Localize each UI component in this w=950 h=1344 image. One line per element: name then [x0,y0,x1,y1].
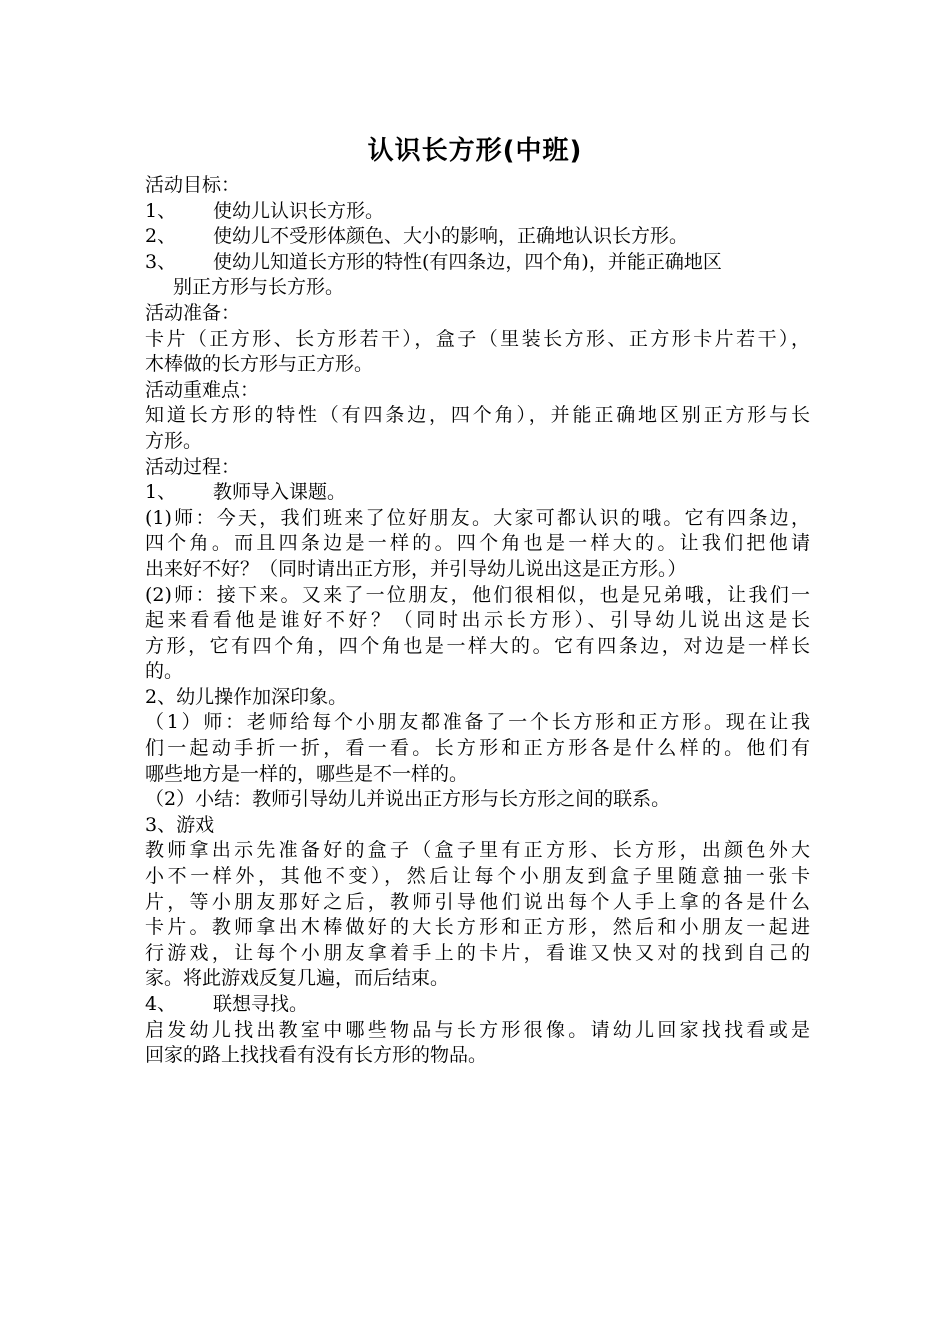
text-line: 起来看看他是谁好不好？（同时出示长方形）、引导幼儿说出这是长 [145,609,810,632]
text-line: 知道长方形的特性（有四条边，四个角），并能正确地区别正方形与长 [145,404,810,427]
document-title: 认识长方形(中班) [367,136,583,166]
text-line: （2）小结：教师引导幼儿并说出正方形与长方形之间的联系。 [145,788,671,811]
section-heading-goals: 活动目标： [145,174,241,196]
text-line: 教师拿出示先准备好的盒子（盒子里有正方形、长方形，出颜色外大 [145,839,810,862]
list-text: 联想寻找。 [213,993,309,1015]
text-line: 卡片。教师拿出木棒做好的大长方形和正方形，然后和小朋友一起进 [145,916,810,939]
text-line: 们一起动手折一折，看一看。长方形和正方形各是什么样的。他们有 [145,737,810,760]
section-heading-process: 活动过程： [145,455,241,478]
text-line: 木棒做的长方形与正方形。 [145,353,374,376]
text-line: (2)师：接下来。又来了一位朋友，他们很相似，也是兄弟哦，让我们一 [145,583,810,606]
text-line: 哪些地方是一样的，哪些是不一样的。 [145,762,469,785]
text-line: 家。将此游戏反复几遍，而后结束。 [145,967,450,990]
list-number: 1、 [145,481,177,504]
text-line: 四个角。而且四条边是一样的。四个角也是一样大的。让我们把他请 [145,532,810,555]
list-text: 使幼儿不受形体颜色、大小的影响，正确地认识长方形。 [213,225,689,248]
list-text: 使幼儿认识长方形。 [213,199,385,222]
list-number: 1、 [145,199,177,222]
step-item-3: 3、游戏 [145,813,215,836]
text-line: 行游戏，让每个小朋友拿着手上的卡片，看谁又快又对的找到自己的 [145,941,810,964]
text-line: 启发幼儿找出教室中哪些物品与长方形很像。请幼儿回家找找看或是 [145,1018,810,1041]
goal-item-2 [145,224,810,250]
list-number: 3、 [145,250,177,273]
goal-item-3-cont: 别正方形与长方形。 [173,276,345,299]
section-heading-preparation: 活动准备： [145,301,241,324]
step-item-4 [145,992,810,1018]
text-line: 小不一样外，其他不变），然后让每个小朋友到盒子里随意抽一张卡 [145,865,810,888]
text-line: (1)师：今天，我们班来了位好朋友。大家可都认识的哦。它有四条边， [145,506,810,529]
text-line: 片，等小朋友那好之后，教师引导他们说出每个人手上拿的各是什么 [145,890,810,913]
step-item-1 [145,480,810,506]
goal-item-1 [145,199,810,225]
text-line: （1）师：老师给每个小朋友都准备了一个长方形和正方形。现在让我 [145,711,810,734]
text-line: 的。 [145,660,184,683]
goal-item-3 [145,250,810,276]
text-line: 方形。 [145,429,203,452]
text-line: 出来好不好？（同时请出正方形，并引导幼儿说出这是正方形。） [145,557,687,580]
document-body [145,173,810,1069]
list-text: 使幼儿知道长方形的特性(有四条边，四个角)，并能正确地区 [213,250,722,273]
list-number: 4、 [145,993,177,1015]
text-line: 卡片（正方形、长方形若干），盒子（里装长方形、正方形卡片若干）， [145,327,810,350]
section-heading-keypoints: 活动重难点： [145,378,260,401]
list-number: 2、 [145,225,177,248]
list-text: 教师导入课题。 [213,481,347,504]
text-line: 回家的路上找找看有没有长方形的物品。 [145,1044,488,1067]
text-line: 方形，它有四个角，四个角也是一样大的。它有四条边，对边是一样长 [145,634,810,657]
step-item-2: 2、幼儿操作加深印象。 [145,685,348,708]
